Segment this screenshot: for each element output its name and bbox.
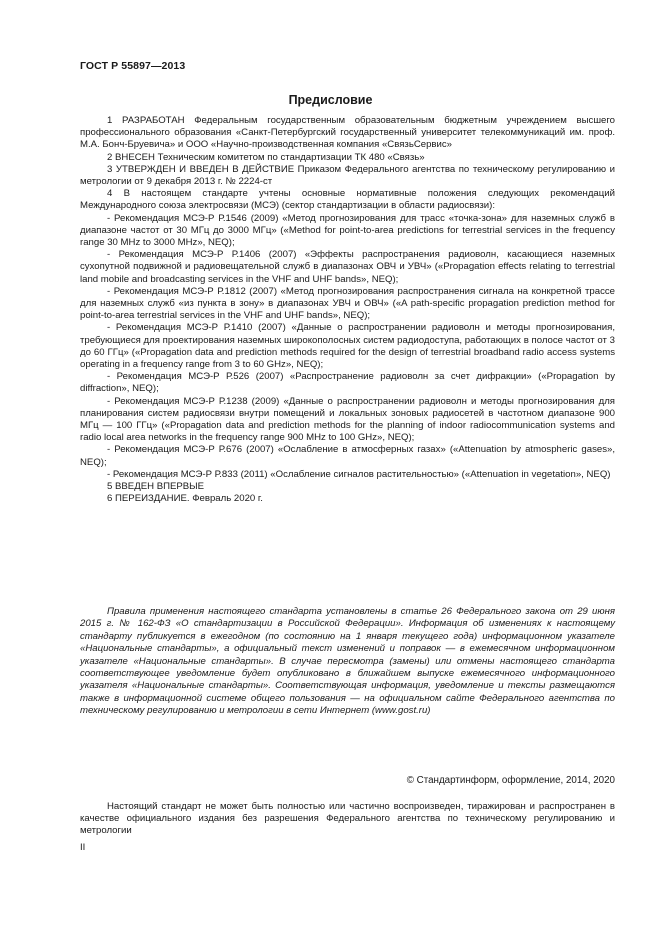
paragraph-first-introduced: 5 ВВЕДЕН ВПЕРВЫЕ: [107, 481, 205, 493]
recommendation-p833: - Рекомендация МСЭ-Р Р.833 (2011) «Ослабление сигналов растительностью» («Attenuation in vegetation», NEQ): [107, 468, 611, 480]
page-number: II: [80, 842, 86, 853]
page-title: Предисловие: [288, 93, 373, 107]
paragraph-reissue: 6 ПЕРЕИЗДАНИЕ. Февраль 2020 г.: [107, 493, 263, 505]
recommendation-p676: - Рекомендация МСЭ-Р Р.676 (2007) «Ослабление в атмосферных газах» («Attenuation by atmospheric gases», NEQ);: [80, 444, 615, 468]
foreword-body: [80, 115, 615, 506]
paragraph-itu-recommendations: 4 В настоящем стандарте учтены основные нормативные положения следующих рекомендаций Международного союза электросвязи (МСЭ) (сектор стандартизации в области радиосвязи):: [80, 188, 615, 212]
application-rules-notice: [80, 606, 615, 718]
standard-designation: ГОСТ Р 55897—2013: [80, 60, 186, 72]
recommendation-p526: - Рекомендация МСЭ-Р Р.526 (2007) «Распространение радиоволн за счет дифракции» («Propagation by diffraction», NEQ);: [80, 371, 615, 395]
paragraph-approved: 3 УТВЕРЖДЕН И ВВЕДЕН В ДЕЙСТВИЕ Приказом Федерального агентства по техническому регулированию и метрологии от 9 декабря 2013 г. № 2224-ст: [80, 163, 615, 188]
notice-text: Правила применения настоящего стандарта установлены в статье 26 Федерального закона от 29 июня 2015 г. № 162-ФЗ «О стандартизации в Российской Федерации». Информация об изменениях к настоящему стандарту публикуется в ежегодном (по состоянию на 1 января текущего года) информационном указателе «Национальные стандарты», а официальный текст изменений и поправок — в ежемесячном информационном указателе «Национальные стандарты». В случае пересмотра (замены) или отмены настоящего стандарта соответствующее уведомление будет опубликовано в ближайшем выпуске ежемесячного информационного указателя «Национальные стандарты». Соответствующая информация, уведомление и тексты размещаются также в информационной системе общего пользования — на официальном сайте Федерального агентства по техническому регулированию и метрологии в сети Интернет (www.gost.ru): [80, 606, 615, 717]
reproduction-notice: [80, 801, 615, 838]
copyright-line: © Стандартинформ, оформление, 2014, 2020: [406, 775, 615, 786]
paragraph-introduced-by: 2 ВНЕСЕН Техническим комитетом по стандартизации ТК 480 «Связь»: [107, 151, 425, 163]
recommendation-p1812: - Рекомендация МСЭ-Р Р.1812 (2007) «Метод прогнозирования распространения сигнала на конкретной трассе для наземных служб «из пункта в зону» в диапазонах УВЧ и ОВЧ» («A path-specific propagation prediction method for point-to-area terrestrial services in the VHF and UHF bands», NEQ);: [80, 285, 615, 322]
recommendation-p1406: - Рекомендация МСЭ-Р Р.1406 (2007) «Эффекты распространения радиоволн, касающиеся наземных сухопутной подвижной и радиовещательной служб в диапазонах ОВЧ и УВЧ» («Propagation effects relating to terrestrial land mobile and broadcasting services in the VHF and UHF bands», NEQ);: [80, 249, 615, 285]
paragraph-developed-by: 1 РАЗРАБОТАН Федеральным государственным образовательным бюджетным учреждением высшего профессионального образования «Санкт-Петербургский государственный университет телекоммуникаций им. проф. М.А. Бонч-Бруевича» и ООО «Научно-производственная компания «СвязьСервис»: [80, 115, 615, 151]
reproduction-text: Настоящий стандарт не может быть полностью или частично воспроизведен, тиражирован и распространен в качестве официального издания без разрешения Федерального агентства по техническому регулированию и метрологии: [80, 801, 615, 837]
recommendation-p1238: - Рекомендация МСЭ-Р Р.1238 (2009) «Данные о распространении радиоволн и методы прогнозирования для планирования систем радиосвязи внутри помещений и локальных зоновых радиосетей в частотном диапазоне 900 МГц — 100 ГГц» («Propagation data and prediction methods for the planning of indoor radiocommunication systems and radio local area networks in the frequency range 900 MHz to 100 GHz», NEQ);: [80, 395, 615, 444]
recommendation-p1410: - Рекомендация МСЭ-Р Р.1410 (2007) «Данные о распространении радиоволн и методы прогнозирования, требующиеся для проектирования наземных широкополосных систем радиодоступа, работающих в полосе частот от 3 до 60 ГГц» («Propagation data and prediction methods required for the design of terrestrial broadband radio access systems operating in a frequency range from 3 to 60 GHz», NEQ);: [80, 322, 615, 371]
recommendation-p1546: - Рекомендация МСЭ-Р Р.1546 (2009) «Метод прогнозирования для трасс «точка-зона» для наземных служб в диапазоне частот от 30 МГц до 3000 МГц» («Method for point-to-area predictions for terrestrial services in the frequency range 30 MHz to 3000 MHz», NEQ);: [80, 212, 615, 249]
